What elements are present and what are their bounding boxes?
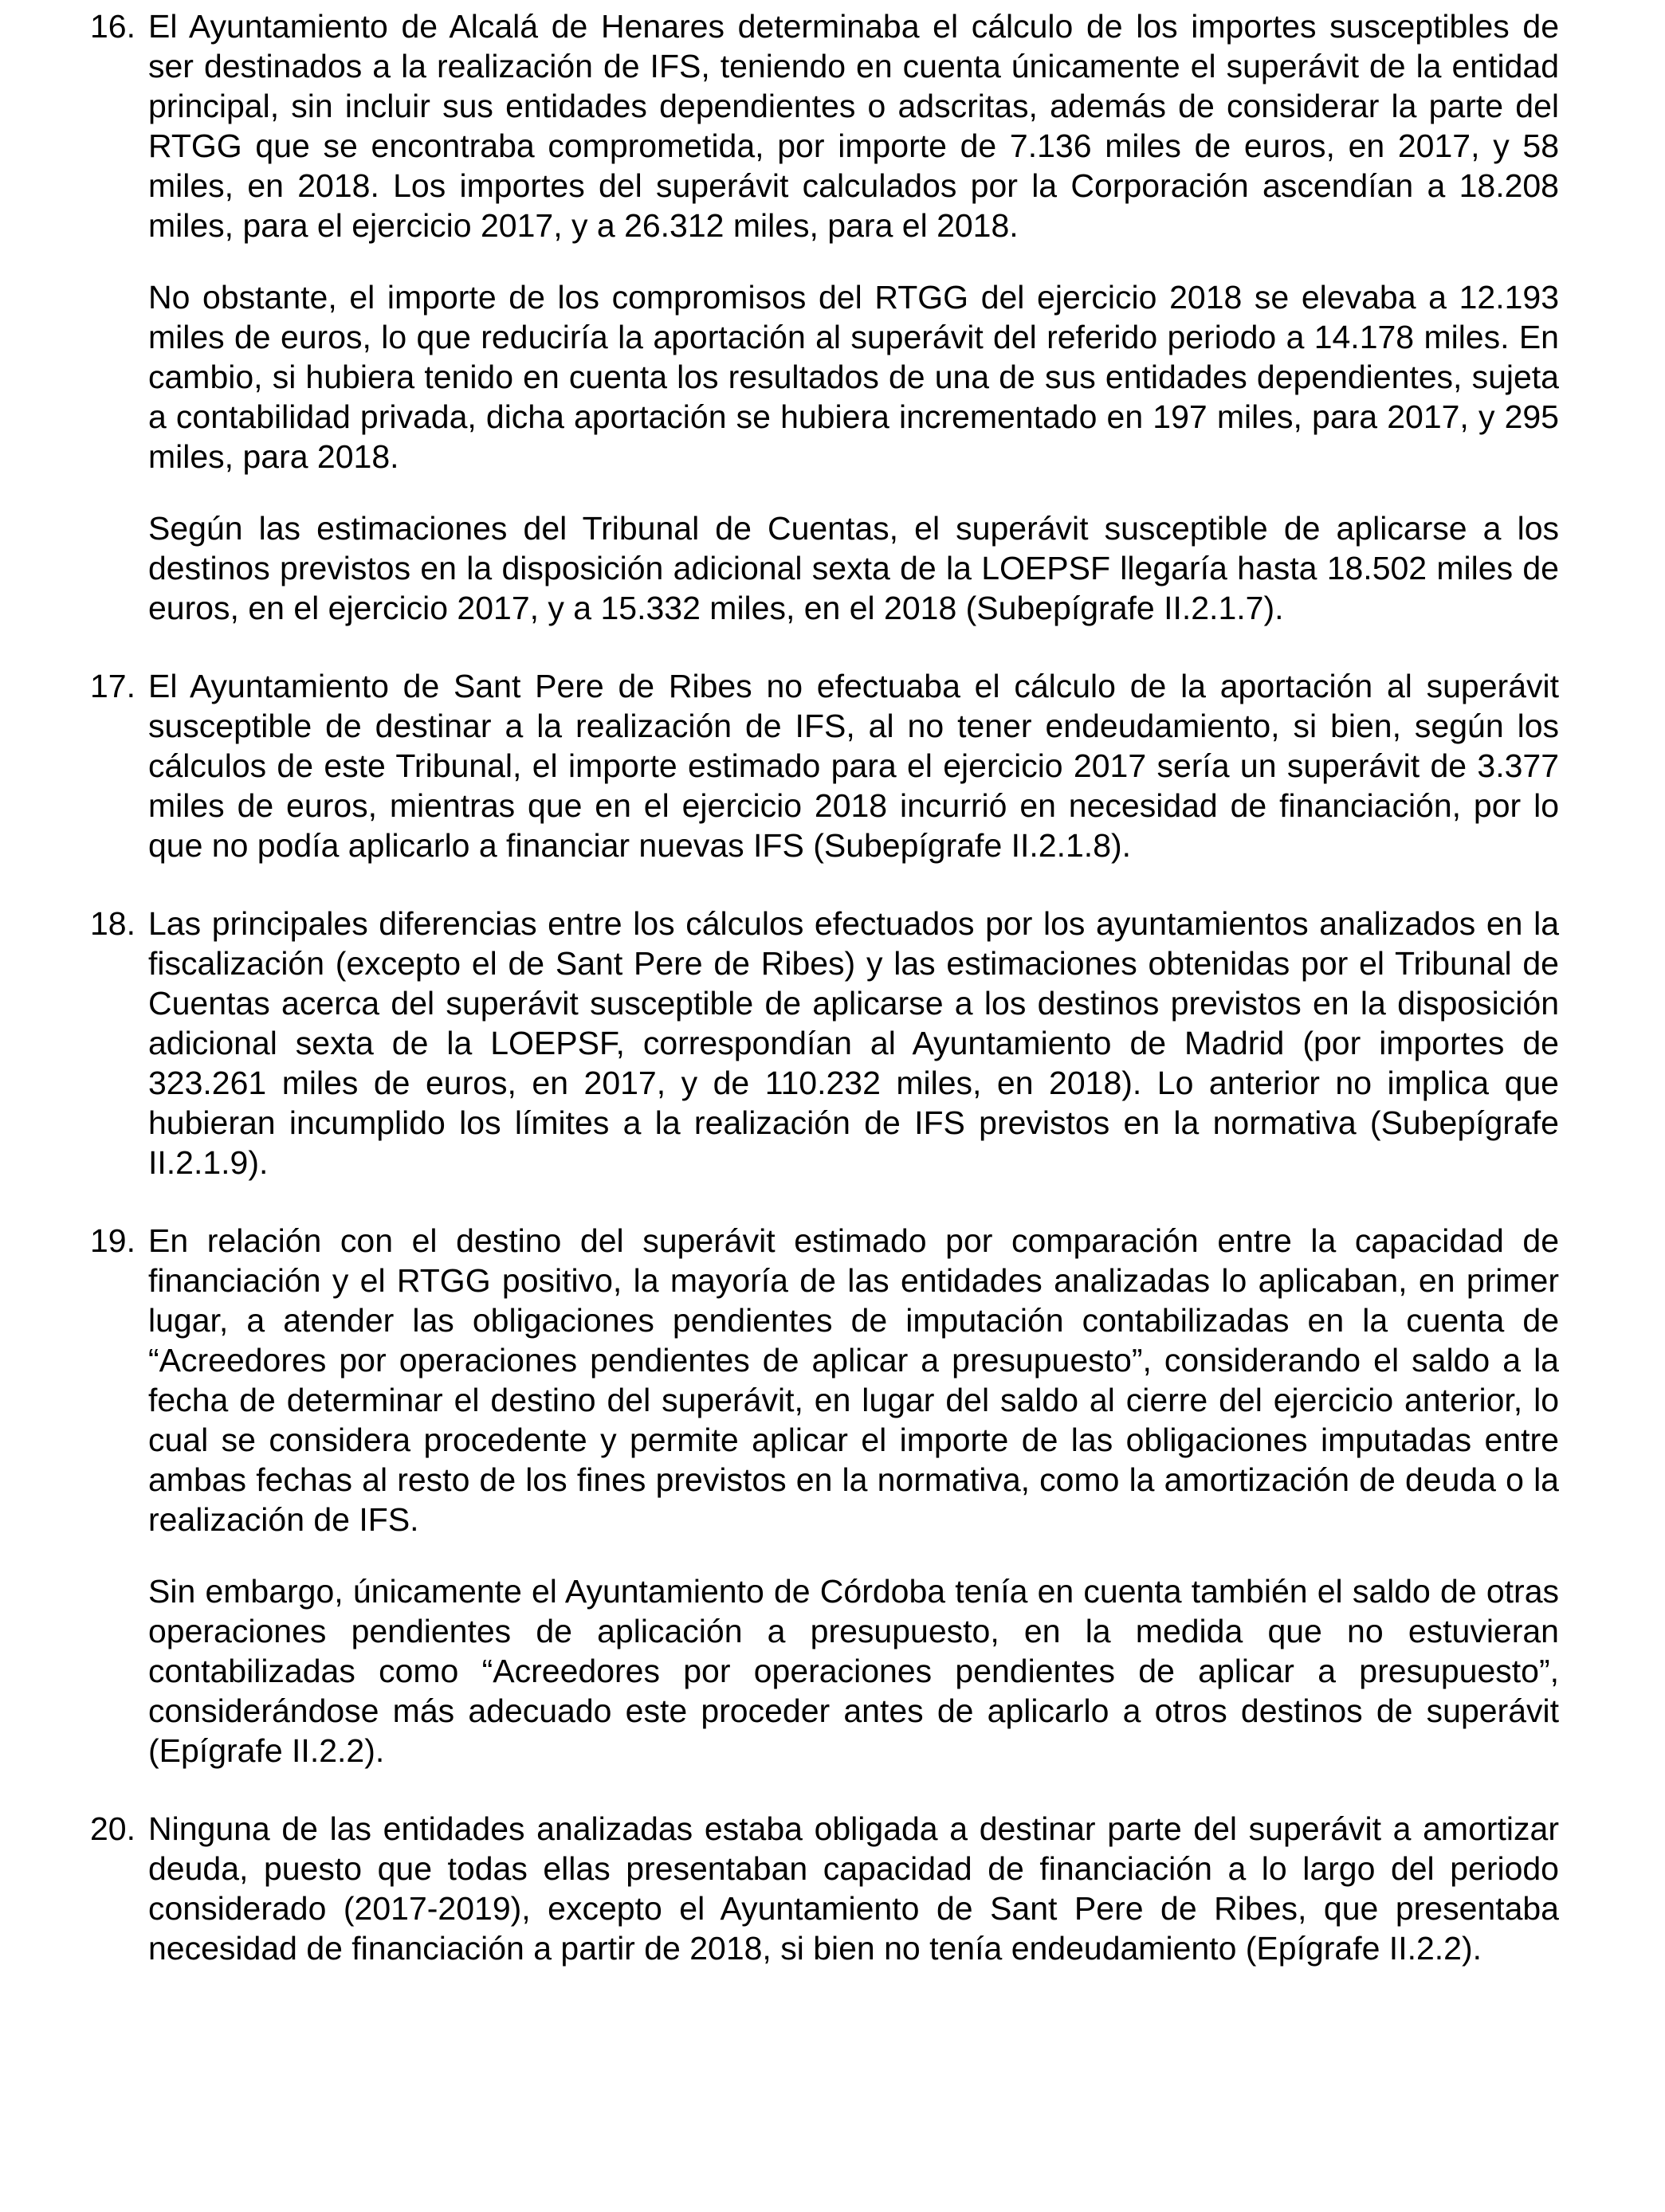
numbered-item-17 [90, 666, 1559, 865]
item-number: 20. [90, 1810, 135, 1847]
numbered-item-19 [90, 1221, 1559, 1771]
item-number: 18. [90, 905, 135, 942]
paragraph: Sin embargo, únicamente el Ayuntamiento de Córdoba tenía en cuenta también el saldo de otras operaciones pendientes de aplicación a presupuesto, en la medida que no estuvieran contabilizadas como “Acreedores por operaciones pendientes de aplicar a presupuesto”, considerándose más adecuado este proceder antes de aplicarlo a otros destinos de superávit (Epígrafe II.2.2). [148, 1573, 1559, 1769]
item-body [148, 904, 1559, 1182]
item-number: 19. [90, 1222, 135, 1259]
paragraph: En relación con el destino del superávit estimado por comparación entre la capacidad de financiación y el RTGG positivo, la mayoría de las entidades analizadas lo aplicaban, en primer lugar, a atender las obligaciones pendientes de imputación contabilizadas en la cuenta de “Acreedores por operaciones pendientes de aplicar a presupuesto”, considerando el saldo a la fecha de determinar el destino del superávit, en lugar del saldo al cierre del ejercicio anterior, lo cual se considera procedente y permite aplicar el importe de las obligaciones imputadas entre ambas fechas al resto de los fines previstos en la normativa, como la amortización de deuda o la realización de IFS. [148, 1222, 1559, 1538]
paragraph: Las principales diferencias entre los cálculos efectuados por los ayuntamientos analizados en la fiscalización (excepto el de Sant Pere de Ribes) y las estimaciones obtenidas por el Tribunal de Cuentas acerca del superávit susceptible de aplicarse a los destinos previstos en la disposición adicional sexta de la LOEPSF, correspondían al Ayuntamiento de Madrid (por importes de 323.261 miles de euros, en 2017, y de 110.232 miles, en 2018). Lo anterior no implica que hubieran incumplido los límites a la realización de IFS previstos en la normativa (Subepígrafe II.2.1.9). [148, 905, 1559, 1181]
paragraph: El Ayuntamiento de Alcalá de Henares determinaba el cálculo de los importes susceptibles de ser destinados a la realización de IFS, teniendo en cuenta únicamente el superávit de la entidad principal, sin incluir sus entidades dependientes o adscritas, además de considerar la parte del RTGG que se encontraba comprometida, por importe de 7.136 miles de euros, en 2017, y 58 miles, en 2018. Los importes del superávit calculados por la Corporación ascendían a 18.208 miles, para el ejercicio 2017, y a 26.312 miles, para el 2018. [148, 8, 1559, 244]
numbered-item-16 [90, 6, 1559, 628]
item-body [148, 6, 1559, 628]
numbered-item-20 [90, 1809, 1559, 1968]
item-body [148, 666, 1559, 865]
paragraph: Según las estimaciones del Tribunal de Cuentas, el superávit susceptible de aplicarse a los destinos previstos en la disposición adicional sexta de la LOEPSF llegaría hasta 18.502 miles de euros, en el ejercicio 2017, y a 15.332 miles, en el 2018 (Subepígrafe II.2.1.7). [148, 510, 1559, 626]
item-body [148, 1809, 1559, 1968]
item-number: 16. [90, 8, 135, 45]
paragraph: Ninguna de las entidades analizadas estaba obligada a destinar parte del superávit a amortizar deuda, puesto que todas ellas presentaban capacidad de financiación a lo largo del periodo considerado (2017-2019), excepto el Ayuntamiento de Sant Pere de Ribes, que presentaba necesidad de financiación a partir de 2018, si bien no tenía endeudamiento (Epígrafe II.2.2). [148, 1810, 1559, 1967]
numbered-item-18 [90, 904, 1559, 1182]
paragraph: No obstante, el importe de los compromisos del RTGG del ejercicio 2018 se elevaba a 12.193 miles de euros, lo que reduciría la aportación al superávit del referido periodo a 14.178 miles. En cambio, si hubiera tenido en cuenta los resultados de una de sus entidades dependientes, sujeta a contabilidad privada, dicha aportación se hubiera incrementado en 197 miles, para 2017, y 295 miles, para 2018. [148, 279, 1559, 475]
item-body [148, 1221, 1559, 1771]
paragraph: El Ayuntamiento de Sant Pere de Ribes no efectuaba el cálculo de la aportación al superávit susceptible de destinar a la realización de IFS, al no tener endeudamiento, si bien, según los cálculos de este Tribunal, el importe estimado para el ejercicio 2017 sería un superávit de 3.377 miles de euros, mientras que en el ejercicio 2018 incurrió en necesidad de financiación, por lo que no podía aplicarlo a financiar nuevas IFS (Subepígrafe II.2.1.8). [148, 668, 1559, 864]
item-number: 17. [90, 668, 135, 704]
